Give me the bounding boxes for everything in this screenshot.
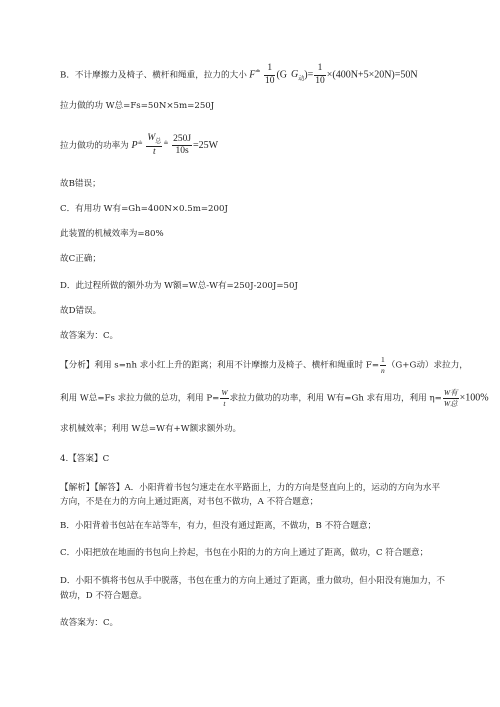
fraction-one-over-n: $\frac{1}{n}$ [381, 355, 385, 375]
d-wrong-line: 故D错误。 [60, 306, 102, 316]
fraction-w-over-t: $\frac{W_总}{t}$ [147, 133, 162, 157]
q4-answer-line: 4.【答案】C [60, 454, 110, 464]
c-right-line: 故C正确； [60, 254, 101, 264]
analysis-line-1: 【分析】利用 s=nh 求小红上升的距离；利用不计摩擦力及椅子、横杆和绳重时 F= $\frac{1}{n}$ （G+G动）求拉力， [60, 355, 468, 375]
power-calculation: 拉力做功的功率为 P≐ $\frac{W_总}{t}$ ≐ $\frac{250J}{10s}$ =25W [60, 133, 219, 157]
q4-option-d-line1: D．小阳不慎将书包从手中脱落，书包在重力的方向上通过了距离，重力做功，但小阳没有施加力，不 [60, 576, 446, 586]
option-b-force-calculation: B．不计摩擦力及椅子、横杆和绳重，拉力的大小 F≐ $\frac{1}{10}$ (G $G_动)=$ $\frac{1}{10}$ ×(400N+5×20N)=50N [60, 63, 418, 86]
q4-analysis-a-line2: 方向，不是在力的方向上通过距离，对书包不做功，A 不符合题意； [60, 497, 319, 507]
d-extra-work-line: D．此过程所做的额外功为 W额=W总-W有=250J-200J=50J [60, 281, 298, 291]
q4-option-d-line2: 做功，D 不符合题意。 [60, 591, 147, 601]
analysis-line-3: 求机械效率；利用 W总=W有+W额求额外功。 [60, 424, 242, 434]
fraction-one-tenth: $\frac{1}{10}$ [264, 63, 275, 86]
efficiency-line: 此装置的机械效率为=80% [60, 229, 164, 239]
answer-line-1: 故答案为：C。 [60, 331, 119, 341]
q4-option-b: B．小阳背着书包站在车站等车，有力，但没有通过距离，不做功，B 不符合题意； [60, 521, 377, 531]
fraction-250j-over-10s: $\frac{250J}{10s}$ [173, 133, 192, 157]
b-wrong-line: 故B错误； [60, 179, 101, 189]
answer-line-2: 故答案为：C。 [60, 618, 119, 628]
fraction-w-over-t-2: $\frac{W}{t}$ [221, 388, 228, 408]
fraction-one-tenth-2: $\frac{1}{10}$ [315, 63, 325, 86]
fraction-efficiency: $\frac{\text{W有}}{\text{W总}}$ [443, 388, 458, 408]
total-work-line: 拉力做的功 W总=Fs=50N×5m=250J [60, 101, 215, 111]
q4-option-c: C．小阳把放在地面的书包向上拎起，书包在小阳的力的方向上通过了距离，做功，C 符合题意； [60, 548, 429, 558]
analysis-line-2: 利用 W总=Fs 求拉力做的总功，利用 P= $\frac{W}{t}$ 求拉力做功的功率，利用 W有=Gh 求有用功，利用 η= $\frac{\text{W有}}{\text{W总}}$ ×100% [60, 388, 489, 408]
c-useful-work-line: C．有用功 W有=Gh=400N×0.5m=200J [60, 204, 228, 214]
q4-analysis-a-line1: 【解析】【解答】A．小阳背着书包匀速走在水平路面上，力的方向是竖直向上的，运动的方向为水平 [60, 483, 441, 493]
